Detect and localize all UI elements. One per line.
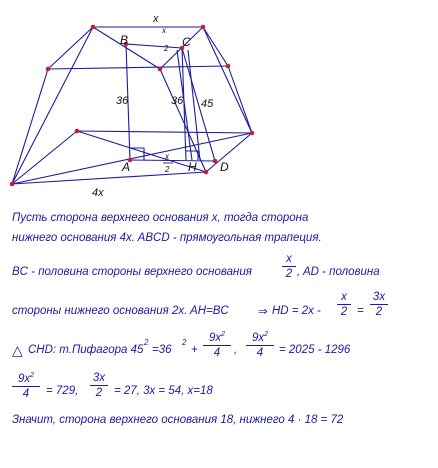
superscript-2-b: 2: [182, 338, 187, 347]
fraction-denominator: 4: [256, 346, 264, 359]
fraction-numerator: 3x: [92, 372, 106, 384]
vertex-bottom-front: [204, 170, 209, 175]
label-D: D: [220, 160, 229, 174]
text-line-6b: = 27, 3x = 54, x=18: [114, 385, 213, 397]
vertex-bottom-left: [10, 182, 15, 187]
fraction-denominator: 2: [285, 268, 293, 280]
plus-sign: +: [191, 344, 198, 356]
label-two: 2: [164, 44, 169, 53]
fraction-numerator: x: [286, 253, 292, 265]
label-x-low: x: [165, 152, 169, 161]
text-line-5a: CHD: т.Пифагора 45: [28, 344, 144, 356]
vertex-D: [213, 159, 218, 164]
vertex-bottom-right: [250, 131, 255, 136]
fraction-bar: [90, 385, 108, 386]
fraction-3x-over-2-b: [90, 372, 108, 399]
fraction-bar: [203, 345, 231, 346]
fraction-bar: [337, 304, 351, 305]
label-A: A: [122, 160, 131, 174]
label-45: 45: [201, 98, 214, 110]
text-line-7: Значит, сторона верхнего основания 18, нижнего 4 · 18 = 72: [12, 414, 344, 426]
label-top-x: x: [153, 13, 159, 25]
vertex-top-front-left: [46, 67, 51, 72]
vertex-top-back-left: [91, 25, 96, 30]
edge-top-right: [203, 27, 228, 66]
fraction-3x-over-2-a: [370, 291, 388, 318]
segment-BC: [126, 44, 182, 48]
edge-lateral-front-left: [12, 69, 48, 184]
fraction-x-over-2-a: [282, 253, 296, 280]
label-two-low: 2: [165, 165, 170, 174]
fraction-9x2-over-4-c: [12, 372, 40, 400]
fraction-numerator: $9x^2$: [17, 372, 35, 385]
fraction-denominator: 2: [340, 306, 348, 318]
implies-arrow: ⇒: [258, 306, 268, 318]
edge-top-left: [48, 27, 93, 69]
text-line-3: BC - половина стороны верхнего основания: [12, 266, 252, 278]
text-line-5b: =36: [152, 344, 172, 356]
label-top-x-small: x: [162, 26, 166, 35]
text-line-3b: , AD - половина: [297, 266, 380, 278]
fraction-denominator: 4: [213, 346, 221, 359]
comma-separator: ,: [234, 344, 238, 356]
edge-top-front: [48, 66, 228, 69]
superscript-2-a: 2: [144, 338, 149, 347]
fraction-bar: [246, 345, 274, 346]
fraction-9x2-over-4-b: [246, 331, 274, 359]
fraction-bar: [370, 304, 388, 305]
triangle-icon: △: [12, 342, 23, 358]
edge-lateral-back-right: [203, 27, 252, 133]
vertex-top-mid: [158, 67, 163, 72]
edge-lateral-back-left: [12, 27, 93, 184]
equals-sign: =: [357, 305, 364, 317]
text-line-2: нижнего основания 4x. ABCD - прямоугольная трапеция.: [12, 232, 322, 244]
fraction-numerator: $9x^2$: [208, 331, 226, 344]
text-line-6a: = 729,: [46, 385, 79, 397]
text-line-4: стороны нижнего основания 2x. AH=BC: [12, 305, 229, 317]
edge-bottom-back: [77, 131, 252, 133]
fraction-numerator: x: [341, 291, 347, 303]
text-line-1: Пусть сторона верхнего основания x, тогда сторона: [12, 212, 309, 224]
figure-labels: [92, 13, 229, 199]
label-H: H: [188, 160, 197, 174]
fraction-numerator: 3x: [372, 291, 386, 303]
vertex-bottom-back: [75, 129, 80, 134]
label-36-mid: 36: [171, 95, 184, 107]
fraction-denominator: 2: [95, 387, 103, 399]
vertex-top-front-right: [226, 64, 231, 69]
label-36-left: 36: [116, 95, 129, 107]
label-B: B: [120, 33, 129, 47]
fraction-numerator: $9x^2$: [251, 331, 269, 344]
fraction-denominator: 4: [22, 387, 30, 400]
fraction-x-over-2-b: [337, 291, 351, 318]
edge-bottom-left: [12, 131, 77, 184]
text-line-4b: HD = 2x -: [272, 305, 321, 317]
label-bottom-4x: 4x: [92, 187, 104, 199]
segment-AD: [130, 160, 215, 161]
text-line-5d: = 2025 - 1296: [279, 344, 351, 356]
fraction-9x2-over-4-a: [203, 331, 231, 359]
label-C: C: [182, 35, 191, 49]
fraction-bar: [282, 266, 296, 267]
fraction-denominator: 2: [375, 306, 383, 318]
vertex-top-back-right: [201, 25, 206, 30]
fraction-bar: [12, 386, 40, 387]
edge-lateral-front-right: [228, 66, 252, 133]
truncated-pyramid-figure: [0, 0, 438, 200]
